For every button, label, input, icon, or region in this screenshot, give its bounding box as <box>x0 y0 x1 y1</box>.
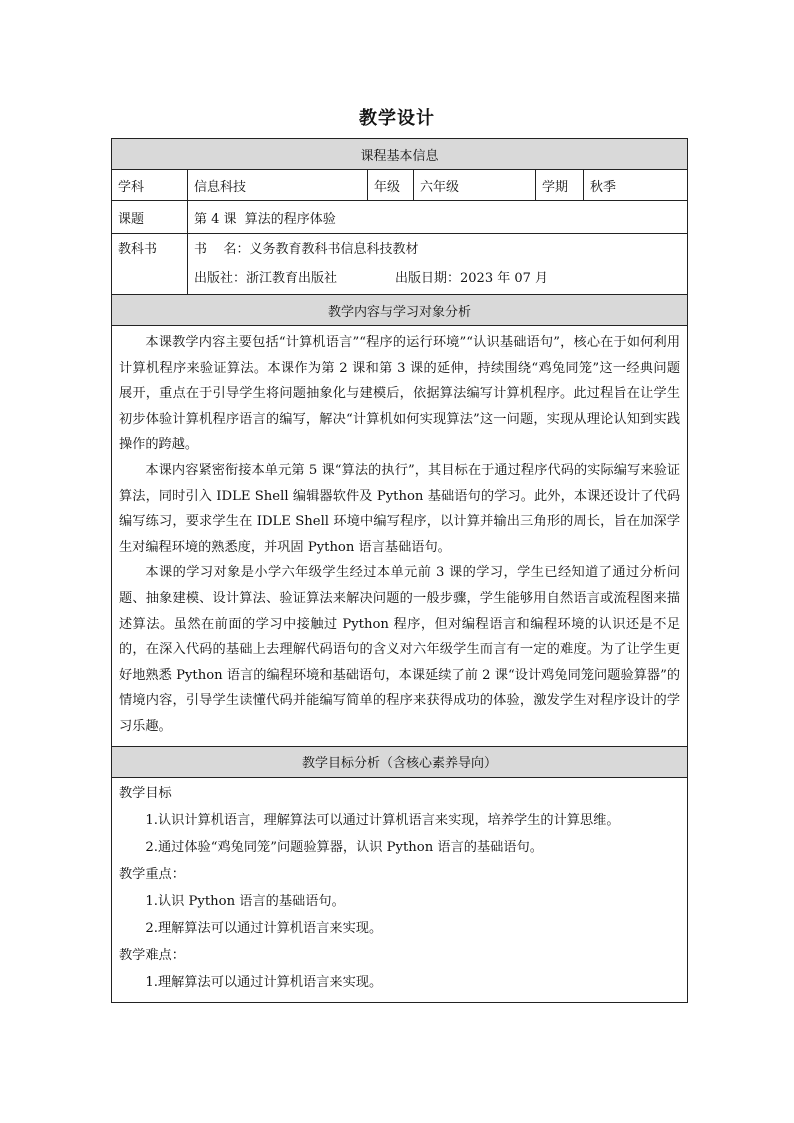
textbook-info <box>188 234 688 295</box>
content-paragraph: 本课教学内容主要包括“计算机语言”“程序的运行环境”“认识基础语句”，核心在于如何利用计算机程序来验证算法。本课作为第 2 课和第 3 课的延伸，持续围绕“鸡兔同笼”这一经典问题展开，重点在于引导学生将问题抽象化与建模后，依据算法编写计算机程序。此过程旨在让学生初步体验计算机程序语言的编写，解决“计算机如何实现算法”这一问题，实现从理论认知到实践操作的跨越。 <box>119 335 681 453</box>
term-value: 秋季 <box>584 170 688 201</box>
grade-label: 年级 <box>368 170 414 201</box>
key-point-item: 1.认识 Python 语言的基础语句。 <box>145 893 345 909</box>
publication-date: 出版日期：2023 年 07 月 <box>395 271 549 286</box>
content-analysis-header: 教学内容与学习对象分析 <box>112 295 688 326</box>
document-title: 教学设计 <box>359 108 435 129</box>
subject-label: 学科 <box>112 170 188 201</box>
content-analysis-body <box>112 326 688 747</box>
key-points-title: 教学重点： <box>119 866 185 882</box>
difficulties-title: 教学难点： <box>119 947 185 963</box>
subject-value: 信息科技 <box>188 170 368 201</box>
topic-label: 课题 <box>112 201 188 234</box>
difficulty-item: 1.理解算法可以通过计算机语言来实现。 <box>145 974 383 990</box>
goals-header: 教学目标分析（含核心素养导向） <box>112 746 688 777</box>
publisher: 出版社：浙江教育出版社 <box>194 271 338 286</box>
content-paragraph: 本课的学习对象是小学六年级学生经过本单元前 3 课的学习，学生已经知道了通过分析问题、抽象建模、设计算法、验证算法来解决问题的一般步骤，学生能够用自然语言或流程图来描述算法。虽然在前面的学习中接触过 Python 程序，但对编程语言和编程环境的认识还是不足的，在深入代码的基础上去理解代码语句的含义对六年级学生而言有一定的难度。为了让学生更好地熟悉 Python 语言的编程环境和基础语句，本课延续了前 2 课“设计鸡兔同笼问题验算器”的情境内容，引导学生读懂代码并能编写简单的程序来获得成功的体验，激发学生对程序设计的学习乐趣。 <box>119 565 681 734</box>
content-paragraph: 本课内容紧密衔接本单元第 5 课“算法的执行”，其目标在于通过程序代码的实际编写来验证算法，同时引入 IDLE Shell 编辑器软件及 Python 基础语句的学习。此外，本课还设计了代码编写练习，要求学生在 IDLE Shell 环境中编写程序，以计算并输出三角形的周长，旨在加深学生对编程环境的熟悉度，并巩固 Python 语言基础语句。 <box>119 462 681 555</box>
basic-info-header: 课程基本信息 <box>112 139 688 170</box>
term-label: 学期 <box>536 170 584 201</box>
grade-value: 六年级 <box>414 170 536 201</box>
textbook-label: 教科书 <box>112 234 188 295</box>
objectives-title: 教学目标 <box>119 785 172 801</box>
key-point-item: 2.理解算法可以通过计算机语言来实现。 <box>145 920 383 936</box>
objective-item: 2.通过体验“鸡兔同笼”问题验算器，认识 Python 语言的基础语句。 <box>145 839 543 855</box>
publisher-line <box>194 264 681 293</box>
objective-item: 1.认识计算机语言，理解算法可以通过计算机语言来实现，培养学生的计算思维。 <box>145 812 620 828</box>
lesson-plan-table <box>111 138 688 1003</box>
goals-body <box>112 777 688 1002</box>
topic-value: 第 4 课 算法的程序体验 <box>188 201 688 234</box>
book-name: 书 名：义务教育教科书信息科技教材 <box>194 242 419 257</box>
